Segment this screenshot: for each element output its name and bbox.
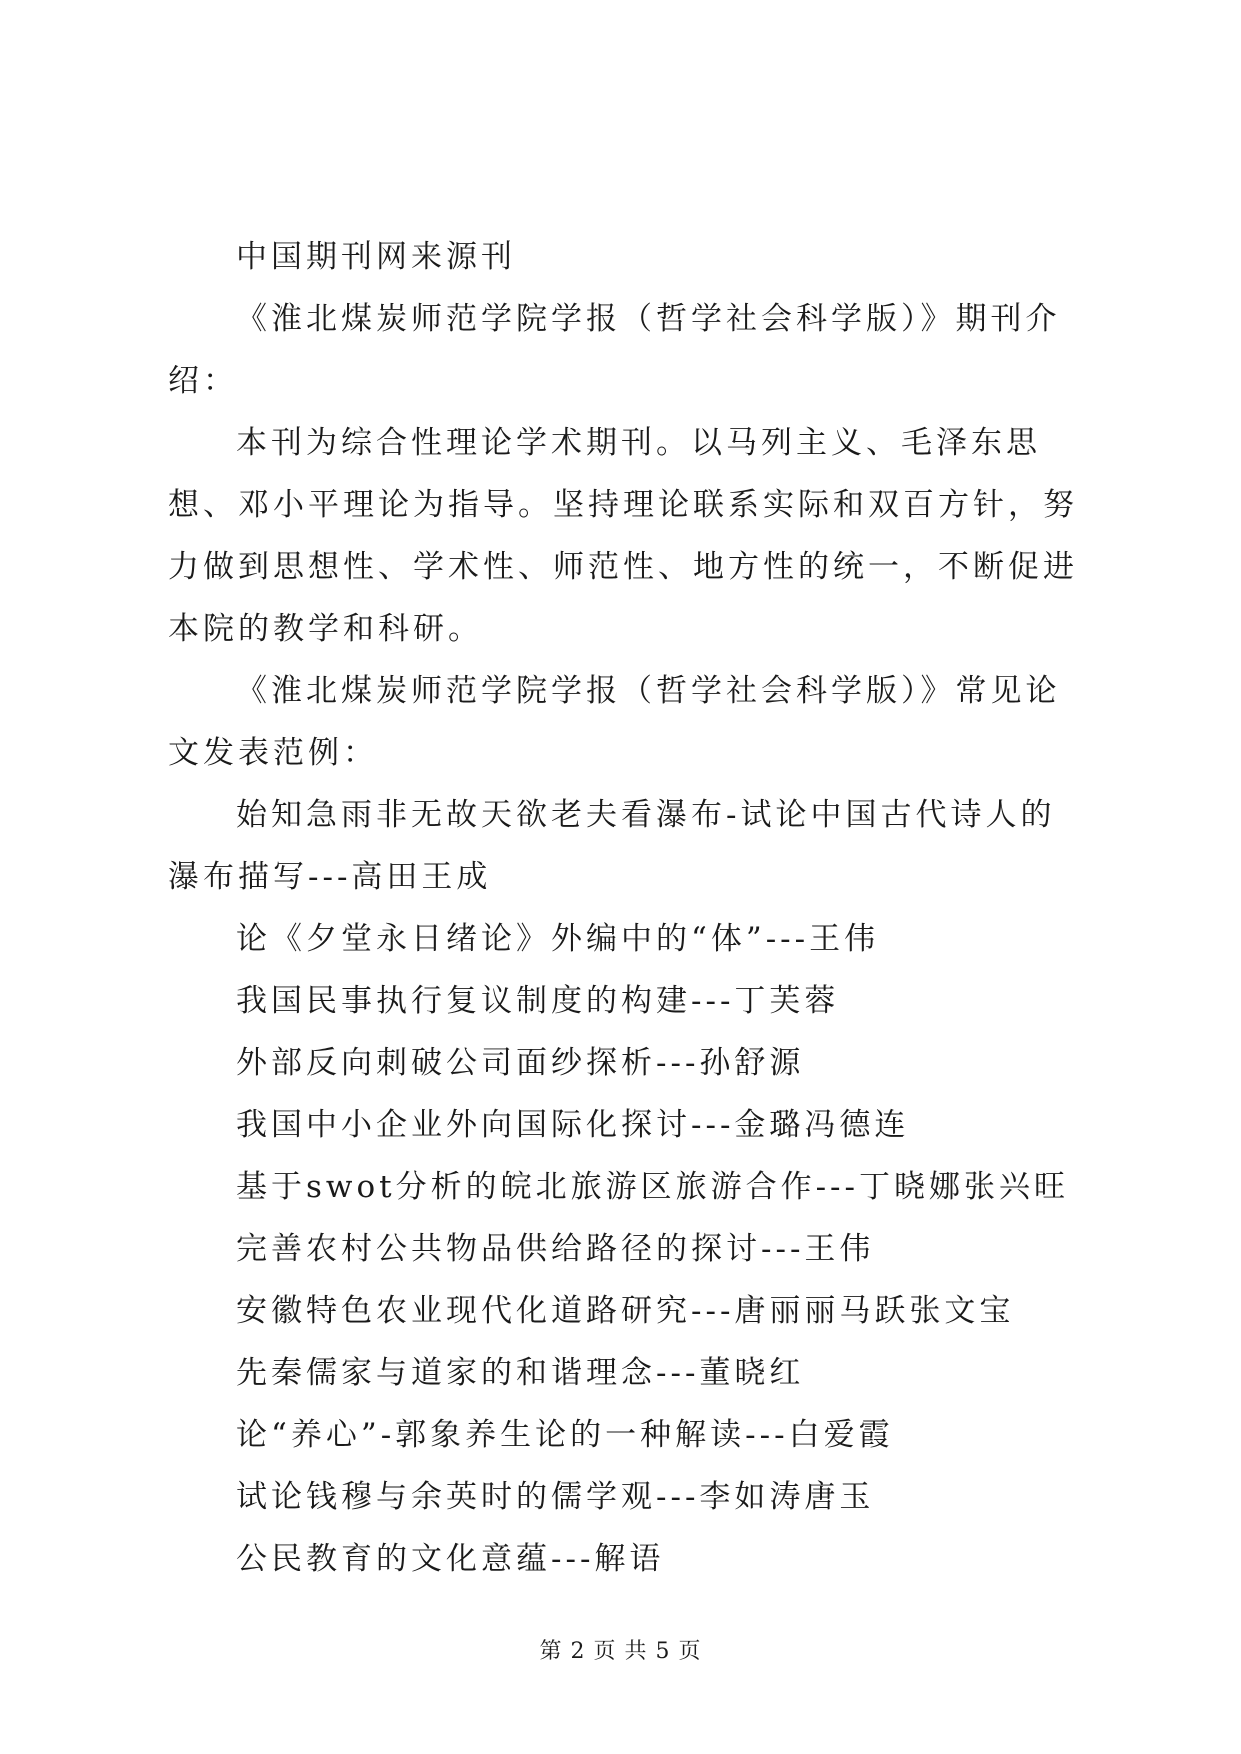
intro-paragraph: 本刊为综合性理论学术期刊。以马列主义、毛泽东思想、邓小平理论为指导。坚持理论联系实际和双百方针，努力做到思想性、学术性、师范性、地方性的统一，不断促进本院的教学和科研。 (168, 425, 1078, 647)
article-item: 试论钱穆与余英时的儒学观---李如涛唐玉 (236, 1479, 875, 1515)
page-number-footer: 第 2 页 共 5 页 (539, 1639, 702, 1664)
article-item: 论“养心”-郭象养生论的一种解读---白爱霞 (236, 1417, 894, 1453)
intro-title: 《淮北煤炭师范学院学报（哲学社会科学版）》期刊介绍： (168, 301, 1061, 399)
article-item: 完善农村公共物品供给路径的探讨---王伟 (236, 1231, 875, 1267)
article-item: 基于swot分析的皖北旅游区旅游合作---丁晓娜张兴旺 (236, 1169, 1069, 1205)
article-item: 先秦儒家与道家的和谐理念---董晓红 (236, 1355, 805, 1391)
source-heading: 中国期刊网来源刊 (236, 239, 516, 275)
article-item: 安徽特色农业现代化道路研究---唐丽丽马跃张文宝 (236, 1293, 1015, 1329)
document-body (168, 226, 1078, 1590)
article-item: 论《夕堂永日绪论》外编中的“体”---王伟 (236, 921, 880, 957)
article-item: 我国民事执行复议制度的构建---丁芙蓉 (236, 983, 840, 1019)
article-item: 外部反向刺破公司面纱探析---孙舒源 (236, 1045, 805, 1081)
article-item: 公民教育的文化意蕴---解语 (236, 1541, 665, 1577)
article-item: 始知急雨非无故天欲老夫看瀑布-试论中国古代诗人的瀑布描写---高田王成 (168, 797, 1056, 895)
article-item: 我国中小企业外向国际化探讨---金璐冯德连 (236, 1107, 910, 1143)
examples-title: 《淮北煤炭师范学院学报（哲学社会科学版）》常见论文发表范例： (168, 673, 1061, 771)
